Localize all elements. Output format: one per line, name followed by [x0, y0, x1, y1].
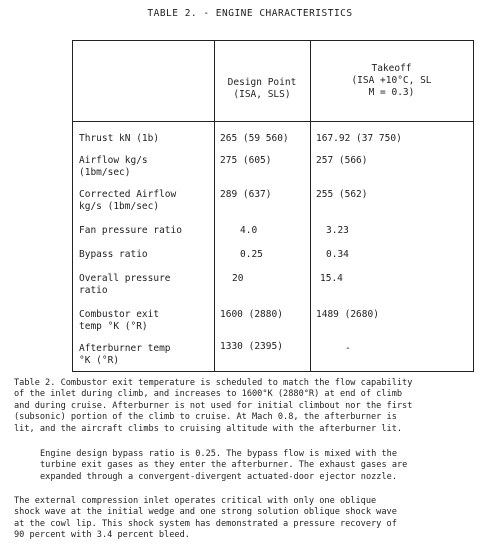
- engine-characteristics-table: [72, 40, 474, 372]
- row-label: Corrected Airflow kg/s (1bm/sec): [79, 189, 177, 212]
- row-design-value: 1600 (2880): [220, 309, 283, 320]
- row-takeoff-value: 1489 (2680): [316, 309, 379, 320]
- header-takeoff: Takeoff (ISA +10°C, SL M = 0.3): [351, 63, 432, 98]
- row-takeoff-value: 255 (562): [316, 189, 368, 200]
- row-label: Airflow kg/s (1bm/sec): [79, 155, 148, 178]
- header-design-point: Design Point (ISA, SLS): [227, 77, 297, 100]
- row-design-value: 265 (59 560): [220, 133, 289, 144]
- header-rule: [73, 121, 473, 122]
- table-caption: TABLE 2. - ENGINE CHARACTERISTICS: [147, 8, 353, 19]
- row-label: Afterburner temp °K (°R): [79, 343, 171, 366]
- row-design-value: 289 (637): [220, 189, 272, 200]
- row-takeoff-value: 3.23: [326, 225, 349, 236]
- row-design-value: 20: [232, 273, 244, 284]
- row-label: Bypass ratio: [79, 249, 148, 260]
- row-design-value: 1330 (2395): [220, 341, 283, 352]
- body-paragraph: Engine design bypass ratio is 0.25. The bypass flow is mixed with the turbine exit gases as they enter the afterburner. The exhaust gases are expanded through a convergent-divergent actuated-door ejector nozzle.: [40, 449, 408, 482]
- row-label: Thrust kN (1b): [79, 133, 160, 144]
- row-takeoff-value: 0.34: [326, 249, 349, 260]
- row-label: Overall pressure ratio: [79, 273, 171, 296]
- body-paragraph: The external compression inlet operates critical with only one oblique shock wave at the initial wedge and one strong solution oblique shock wave at the cowl lip. This shock system has demonstrated a pressure recovery of 90 percent with 3.4 percent bleed.: [14, 496, 397, 541]
- row-label: Combustor exit temp °K (°R): [79, 309, 160, 332]
- row-design-value: 4.0: [240, 225, 258, 236]
- row-takeoff-value: 167.92 (37 750): [316, 133, 402, 144]
- row-takeoff-value: -: [345, 343, 351, 354]
- row-takeoff-value: 257 (566): [316, 155, 368, 166]
- row-label: Fan pressure ratio: [79, 225, 182, 236]
- row-design-value: 0.25: [240, 249, 263, 260]
- body-paragraph: Table 2. Combustor exit temperature is scheduled to match the flow capability of the inlet during climb, and increases to 1600°K (2880°R) at end of climb and during cruise. Afterburner is not used for initial climbout nor the first (subsonic) portion of the climb to cruise. At Mach 0.8, the afterburner is lit, and the aircraft climbs to cruising altitude with the afterburner lit.: [14, 378, 413, 434]
- row-design-value: 275 (605): [220, 155, 272, 166]
- row-takeoff-value: 15.4: [320, 273, 343, 284]
